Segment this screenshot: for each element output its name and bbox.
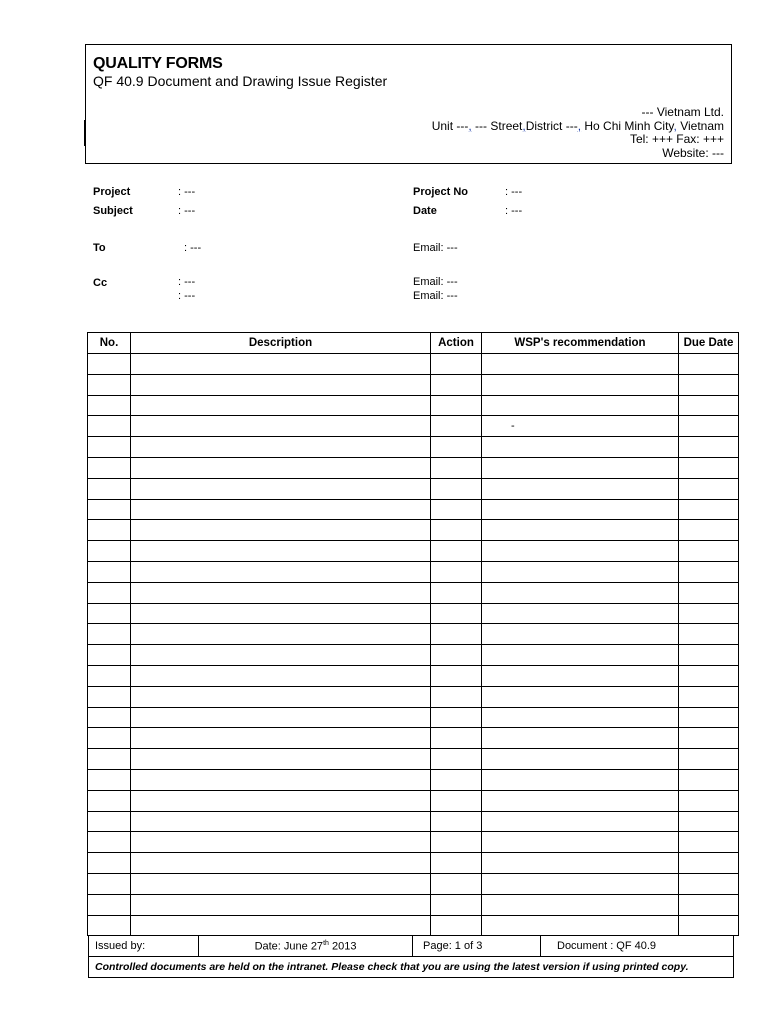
cell-description[interactable] xyxy=(131,624,431,645)
address-district: District --- xyxy=(525,118,578,133)
cell-action[interactable] xyxy=(431,873,482,894)
cell-action[interactable] xyxy=(431,437,482,458)
cell-description[interactable] xyxy=(131,749,431,770)
table-row xyxy=(88,853,739,874)
cell-description[interactable] xyxy=(131,499,431,520)
cell-action[interactable] xyxy=(431,915,482,936)
cell-description[interactable] xyxy=(131,457,431,478)
document-footer xyxy=(88,935,734,978)
issue-date-year: 2013 xyxy=(328,940,357,953)
column-header-description: Description xyxy=(131,333,431,354)
project-no-label: Project No xyxy=(413,186,469,198)
cell-no[interactable] xyxy=(88,457,131,478)
cell-action[interactable] xyxy=(431,561,482,582)
cell-no[interactable] xyxy=(88,728,131,749)
table-row xyxy=(88,769,739,790)
cc-value: : --- xyxy=(178,290,196,302)
cell-recommendation[interactable] xyxy=(482,853,679,874)
table-row xyxy=(88,686,739,707)
date-label: Date xyxy=(413,205,437,217)
table-row xyxy=(88,873,739,894)
cc-value: : --- xyxy=(178,276,196,288)
cell-description[interactable] xyxy=(131,416,431,437)
table-row xyxy=(88,707,739,728)
project-no-value: : --- xyxy=(505,186,523,198)
table-header-row xyxy=(88,333,739,354)
cell-no[interactable] xyxy=(88,873,131,894)
cell-no[interactable] xyxy=(88,603,131,624)
cell-action[interactable] xyxy=(431,603,482,624)
form-title: QF 40.9 Document and Drawing Issue Register xyxy=(93,73,388,89)
address-unit: Unit --- xyxy=(431,118,469,133)
cell-action[interactable] xyxy=(431,457,482,478)
cell-recommendation[interactable] xyxy=(482,749,679,770)
cell-no[interactable] xyxy=(88,582,131,603)
cell-recommendation[interactable] xyxy=(482,374,679,395)
cell-description[interactable] xyxy=(131,645,431,666)
cell-action[interactable] xyxy=(431,520,482,541)
cell-description[interactable] xyxy=(131,853,431,874)
table-row xyxy=(88,645,739,666)
cell-recommendation[interactable] xyxy=(482,665,679,686)
cc-label: Cc xyxy=(93,277,108,289)
table-row xyxy=(88,416,739,437)
cell-no[interactable] xyxy=(88,354,131,375)
cell-description[interactable] xyxy=(131,915,431,936)
cell-recommendation[interactable] xyxy=(482,561,679,582)
cell-no[interactable] xyxy=(88,395,131,416)
cell-recommendation[interactable] xyxy=(482,686,679,707)
cell-action[interactable] xyxy=(431,894,482,915)
company-name: --- Vietnam Ltd. xyxy=(641,105,724,119)
cell-recommendation[interactable] xyxy=(482,645,679,666)
cell-action[interactable] xyxy=(431,832,482,853)
cell-no[interactable] xyxy=(88,541,131,562)
cell-due-date[interactable] xyxy=(679,437,739,458)
cell-description[interactable] xyxy=(131,832,431,853)
cell-no[interactable] xyxy=(88,561,131,582)
address-line xyxy=(432,120,724,134)
cell-action[interactable] xyxy=(431,665,482,686)
cell-due-date[interactable] xyxy=(679,811,739,832)
table-row xyxy=(88,561,739,582)
cell-due-date[interactable] xyxy=(679,873,739,894)
cell-no[interactable] xyxy=(88,853,131,874)
table-row xyxy=(88,915,739,936)
website-line: Website: --- xyxy=(662,145,724,160)
cell-due-date[interactable] xyxy=(679,707,739,728)
address-link[interactable]: , xyxy=(522,118,526,133)
cell-recommendation[interactable] xyxy=(482,499,679,520)
footer-info-row xyxy=(89,936,734,957)
document-header xyxy=(85,44,732,164)
cell-due-date[interactable] xyxy=(679,645,739,666)
cell-action[interactable] xyxy=(431,686,482,707)
cell-description[interactable] xyxy=(131,811,431,832)
cell-due-date[interactable] xyxy=(679,374,739,395)
table-row xyxy=(88,728,739,749)
cell-description[interactable] xyxy=(131,665,431,686)
cell-recommendation[interactable] xyxy=(482,811,679,832)
cell-recommendation[interactable] xyxy=(482,582,679,603)
cell-description[interactable] xyxy=(131,478,431,499)
cell-due-date[interactable] xyxy=(679,457,739,478)
table-row xyxy=(88,790,739,811)
cell-recommendation[interactable] xyxy=(482,520,679,541)
table-row xyxy=(88,354,739,375)
cell-no[interactable] xyxy=(88,499,131,520)
issue-date xyxy=(199,936,413,957)
cell-no[interactable] xyxy=(88,769,131,790)
cell-no[interactable] xyxy=(88,832,131,853)
cell-due-date[interactable] xyxy=(679,499,739,520)
address-city: Ho Chi Minh City xyxy=(581,118,674,133)
document-number: Document : QF 40.9 xyxy=(541,936,734,957)
cc-email: Email: --- xyxy=(413,290,458,302)
cell-recommendation[interactable] xyxy=(482,873,679,894)
table-row xyxy=(88,582,739,603)
table-row xyxy=(88,478,739,499)
project-value: : --- xyxy=(178,186,196,198)
table-row xyxy=(88,894,739,915)
cell-action[interactable] xyxy=(431,582,482,603)
cell-no[interactable] xyxy=(88,478,131,499)
cell-recommendation[interactable] xyxy=(482,395,679,416)
cell-due-date[interactable] xyxy=(679,561,739,582)
cell-recommendation[interactable] xyxy=(482,624,679,645)
table-row xyxy=(88,811,739,832)
issued-by: Issued by: xyxy=(89,936,199,957)
cell-recommendation[interactable] xyxy=(482,915,679,936)
address-link[interactable]: , xyxy=(673,118,677,133)
cell-action[interactable] xyxy=(431,354,482,375)
table-row xyxy=(88,374,739,395)
form-category-title: QUALITY FORMS xyxy=(93,55,223,72)
address-link[interactable]: , xyxy=(468,118,472,133)
table-row xyxy=(88,624,739,645)
cell-description[interactable] xyxy=(131,582,431,603)
address-country: Vietnam xyxy=(676,118,724,133)
table-row xyxy=(88,665,739,686)
column-header-due-date: Due Date xyxy=(679,333,739,354)
cell-action[interactable] xyxy=(431,645,482,666)
cell-action[interactable] xyxy=(431,374,482,395)
cell-due-date[interactable] xyxy=(679,665,739,686)
cell-action[interactable] xyxy=(431,478,482,499)
cell-no[interactable] xyxy=(88,437,131,458)
cell-due-date[interactable] xyxy=(679,416,739,437)
cell-description[interactable] xyxy=(131,769,431,790)
cell-due-date[interactable] xyxy=(679,728,739,749)
cell-no[interactable] xyxy=(88,665,131,686)
cell-due-date[interactable] xyxy=(679,582,739,603)
cell-action[interactable] xyxy=(431,416,482,437)
cell-recommendation[interactable] xyxy=(482,354,679,375)
cell-action[interactable] xyxy=(431,541,482,562)
footer-note-row xyxy=(89,957,734,978)
cell-no[interactable] xyxy=(88,374,131,395)
table-body xyxy=(88,354,739,936)
to-label: To xyxy=(93,242,106,254)
cell-description[interactable] xyxy=(131,374,431,395)
cell-no[interactable] xyxy=(88,686,131,707)
company-address xyxy=(432,106,724,160)
cell-no[interactable] xyxy=(88,520,131,541)
cell-recommendation[interactable] xyxy=(482,707,679,728)
cell-recommendation[interactable] xyxy=(482,457,679,478)
table-row xyxy=(88,749,739,770)
column-header-action: Action xyxy=(431,333,482,354)
cell-action[interactable] xyxy=(431,790,482,811)
table-row xyxy=(88,437,739,458)
cell-recommendation[interactable] xyxy=(482,437,679,458)
cell-description[interactable] xyxy=(131,395,431,416)
cell-recommendation[interactable] xyxy=(482,832,679,853)
cell-description[interactable] xyxy=(131,437,431,458)
cell-recommendation[interactable] xyxy=(482,728,679,749)
page-number: Page: 1 of 3 xyxy=(413,936,541,957)
cell-action[interactable] xyxy=(431,749,482,770)
cell-action[interactable] xyxy=(431,853,482,874)
cell-due-date[interactable] xyxy=(679,853,739,874)
table-row xyxy=(88,541,739,562)
cell-due-date[interactable] xyxy=(679,769,739,790)
cell-due-date[interactable] xyxy=(679,520,739,541)
cell-due-date[interactable] xyxy=(679,894,739,915)
to-email: Email: --- xyxy=(413,242,458,254)
to-value: : --- xyxy=(184,242,202,254)
cell-action[interactable] xyxy=(431,707,482,728)
cell-no[interactable] xyxy=(88,811,131,832)
address-street: --- Street xyxy=(471,118,523,133)
cell-description[interactable] xyxy=(131,541,431,562)
cell-due-date[interactable] xyxy=(679,354,739,375)
issue-register-table xyxy=(87,332,739,936)
cell-recommendation[interactable] xyxy=(482,769,679,790)
cell-no[interactable] xyxy=(88,416,131,437)
cell-due-date[interactable] xyxy=(679,624,739,645)
cell-description[interactable] xyxy=(131,728,431,749)
issue-date-suffix: th xyxy=(323,939,329,947)
cell-due-date[interactable] xyxy=(679,395,739,416)
table-row xyxy=(88,457,739,478)
cell-no[interactable] xyxy=(88,749,131,770)
cell-action[interactable] xyxy=(431,499,482,520)
cell-recommendation[interactable] xyxy=(482,541,679,562)
cell-description[interactable] xyxy=(131,354,431,375)
cell-description[interactable] xyxy=(131,707,431,728)
cell-due-date[interactable] xyxy=(679,603,739,624)
subject-value: : --- xyxy=(178,205,196,217)
contact-line: Tel: +++ Fax: +++ xyxy=(629,132,724,146)
cell-recommendation[interactable] xyxy=(482,478,679,499)
cell-action[interactable] xyxy=(431,395,482,416)
column-header-recommendation: WSP's recommendation xyxy=(482,333,679,354)
cell-no[interactable] xyxy=(88,645,131,666)
address-link[interactable]: , xyxy=(577,118,582,133)
cell-action[interactable] xyxy=(431,811,482,832)
cell-action[interactable] xyxy=(431,769,482,790)
cell-due-date[interactable] xyxy=(679,749,739,770)
cell-recommendation[interactable]: - xyxy=(482,416,679,437)
cell-due-date[interactable] xyxy=(679,541,739,562)
table-row xyxy=(88,499,739,520)
table-row xyxy=(88,832,739,853)
date-value: : --- xyxy=(505,205,523,217)
table-row xyxy=(88,395,739,416)
cell-no[interactable] xyxy=(88,915,131,936)
cell-due-date[interactable] xyxy=(679,686,739,707)
cell-action[interactable] xyxy=(431,624,482,645)
cell-no[interactable] xyxy=(88,707,131,728)
column-header-no: No. xyxy=(88,333,131,354)
cell-due-date[interactable] xyxy=(679,915,739,936)
cell-recommendation[interactable] xyxy=(482,894,679,915)
cell-recommendation[interactable] xyxy=(482,603,679,624)
cell-action[interactable] xyxy=(431,728,482,749)
cell-description[interactable] xyxy=(131,894,431,915)
cell-no[interactable] xyxy=(88,894,131,915)
cell-description[interactable] xyxy=(131,790,431,811)
issue-date-text: Date: June 27 xyxy=(254,940,324,953)
cell-no[interactable] xyxy=(88,624,131,645)
table-row xyxy=(88,520,739,541)
cell-description[interactable] xyxy=(131,873,431,894)
table-row xyxy=(88,603,739,624)
cell-recommendation[interactable] xyxy=(482,790,679,811)
cell-due-date[interactable] xyxy=(679,832,739,853)
cell-description[interactable] xyxy=(131,561,431,582)
controlled-document-note: Controlled documents are held on the intranet. Please check that you are using the latest version if using printed copy. xyxy=(89,957,734,978)
cell-description[interactable] xyxy=(131,686,431,707)
cell-description[interactable] xyxy=(131,603,431,624)
cell-due-date[interactable] xyxy=(679,790,739,811)
cc-email: Email: --- xyxy=(413,276,458,288)
project-label: Project xyxy=(93,186,131,198)
cell-no[interactable] xyxy=(88,790,131,811)
subject-label: Subject xyxy=(93,205,133,217)
cell-due-date[interactable] xyxy=(679,478,739,499)
cell-description[interactable] xyxy=(131,520,431,541)
